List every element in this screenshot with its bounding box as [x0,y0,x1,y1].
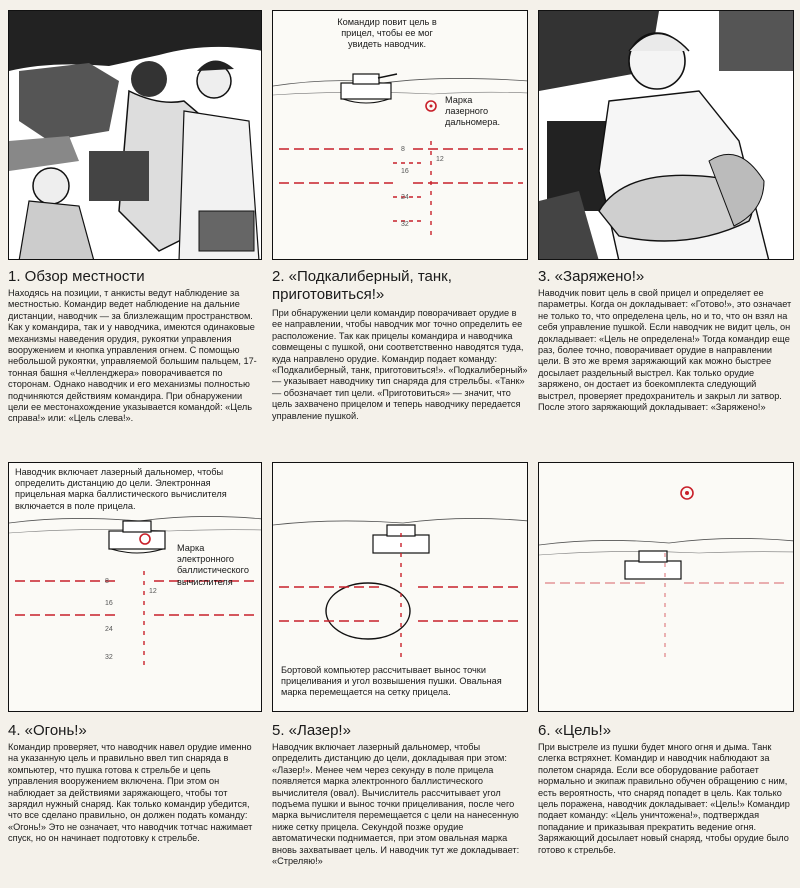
section-3-heading: 3. «Заряжено!» [538,268,645,285]
reticle-tick-32: 32 [401,221,409,228]
panel-2-caption-top: Командир повит цель в прицел, чтобы ее мог увидеть наводчик. [337,17,437,50]
reticle-tick-8: 8 [105,578,109,585]
reticle-tick-12: 12 [436,156,444,163]
laser-rangefinder-mark [426,101,436,111]
tank-target [373,525,429,553]
sight-view-panel-6 [538,462,794,712]
illustration-loader [538,10,794,260]
section-4-text: Командир проверяет, что наводчик навел орудие именно на указанную цель и правильно ввел тип снаряда в компьютер, что пушка готова к стрельбе и цепь управления вооружением включена. При этом он наблюдает за действиями заряжающего, чтобы тот зарядил нужный снаряд. Как только командир убедится, что все сделано правильно, он должен подать команду: «Огонь!» Это не означает, что наводчик тотчас нажимает спуск, но он начинает подготовку к стрельбе. [8,742,253,844]
section-5-heading: 5. «Лазер!» [272,722,351,739]
tank-target [341,74,397,103]
loader-drawing [539,11,794,260]
section-5-text: Наводчик включает лазерный дальномер, чтобы определить дистанцию до цели, докладывая при этом: «Лазер!». Менее чем через секунду в поле прицела появляется марка электронного баллистического вычислителя (овал). Вычислитель рассчитывает угол подъема пушки и вынос точки прицеливания, после чего марка вычислителя перемещается с цели на нанесенную ниже сетку прицела. Секундой позже орудие автоматически поднимается, при этом овальная марка вновь захватывает цель. И наводчик тут же докладывает: «Стреляю!» [272,742,520,867]
section-1-text: Находясь на позиции, т анкисты ведут наблюдение за местностью. Командир ведет наблюдение на дальние дистанции, наводчик — за близлежащим пространством. Как у командира, так и у наводчика, имеются одинаковые механизмы наведения орудия, рукоятки управления вооружением и кнопка управления огнем. С помощью небольшой рукоятки, управляемой большим пальцем, 17-тонная башня «Челленджера» поворачивается по сторонам. Однако наводчик и его механизмы полностью подчиняются действиям командира. При обнаружении цели ее местонахождение указывается командой: «Цель справа!» или: «Цель слева!». [8,288,257,424]
reticle-tick-24: 24 [401,194,409,201]
panel-4-caption-mark: Марка электронного баллистического вычислителя [177,543,249,587]
crew-interior-drawing [9,11,262,260]
reticle-tick-8: 8 [401,146,405,153]
section-1-heading: 1. Обзор местности [8,268,145,285]
sight-view-panel-2 [272,10,528,260]
section-6-heading: 6. «Цель!» [538,722,612,739]
reticle-tick-24: 24 [105,626,113,633]
reticle-tick-16: 16 [105,600,113,607]
reticle-tick-32: 32 [105,654,113,661]
sight-view-drawing-6 [539,463,794,712]
tank-target [109,521,165,553]
panel-2-caption-mark: Марка лазерного дальномера. [445,95,500,128]
section-3-text: Наводчик повит цель в свой прицел и определяет ее параметры. Когда он докладывает: «Готово!», это означает не только то, что определена цель, но и то, что он взял на себя управление пушкой. Если наводчик не видит цель, он докладывает: «Цель не определена!» Тогда командир еще раз, более точно, поворачивает орудие в направлении цели. В это же время заряжающий как можно быстрее досылает раздельный выстрел. Как только орудие заряжено, он достает из боекомплекта следующий выстрел, проверяет предохранитель и закрыл ли затвор. После этого заряжающий докладывает: «Заряжено!» [538,288,792,413]
sight-view-panel-5 [272,462,528,712]
section-2-heading: 2. «Подкалиберный, танк, приготовиться!» [272,268,452,303]
panel-4-caption-top: Наводчик включает лазерный дальномер, чтобы определить дистанцию до цели. Электронная прицельная марка баллистического вычислителя включается в поле прицела. [15,467,227,511]
section-6-text: При выстреле из пушки будет много огня и дыма. Танк слегка встряхнет. Командир и наводчик наблюдают за полетом снаряда. Если все оборудование работает нормально и экипаж правильно обучен обращению с ним, есть вероятность, что снаряд попадет в цель. Как только цель поражена, наводчик докладывает: «Цель!» Командир подает команду: «Цель уничтожена!», подтверждая попадание и приказывая прекратить ведение огня. Заряжающий досылает новый снаряд, чтобы орудие было готово к стрельбе. [538,742,790,855]
section-4-heading: 4. «Огонь!» [8,722,87,739]
illustration-crew-interior [8,10,262,260]
hit-mark [681,487,693,499]
section-2-text: При обнаружении цели командир поворачивает орудие в ее направлении, чтобы наводчик мог точно определить ее расположение. Так как прицелы командира и наводчика совмещены с пушкой, они соответственно наводятся туда, куда направлено орудие. Командир подает команду: «Подкалиберный, танк, приготовиться!». «Подкалиберный» — указывает наводчику тип снаряда для стрельбы. «Танк» — обозначает тип цели. «Приготовиться» — значит, что цель захвачено прицелом и теперь наводчику передается управление пушкой. [272,308,528,421]
panel-5-caption-bottom: Бортовой компьютер рассчитывает вынос точки прицеливания и угол возвышения пушки. Овальная марка перемещается на сетку прицела. [281,665,502,698]
tank-target [625,551,681,579]
reticle-tick-16: 16 [401,168,409,175]
ballistic-oval-mark [326,583,410,639]
sight-view-panel-4 [8,462,262,712]
reticle-tick-12: 12 [149,588,157,595]
